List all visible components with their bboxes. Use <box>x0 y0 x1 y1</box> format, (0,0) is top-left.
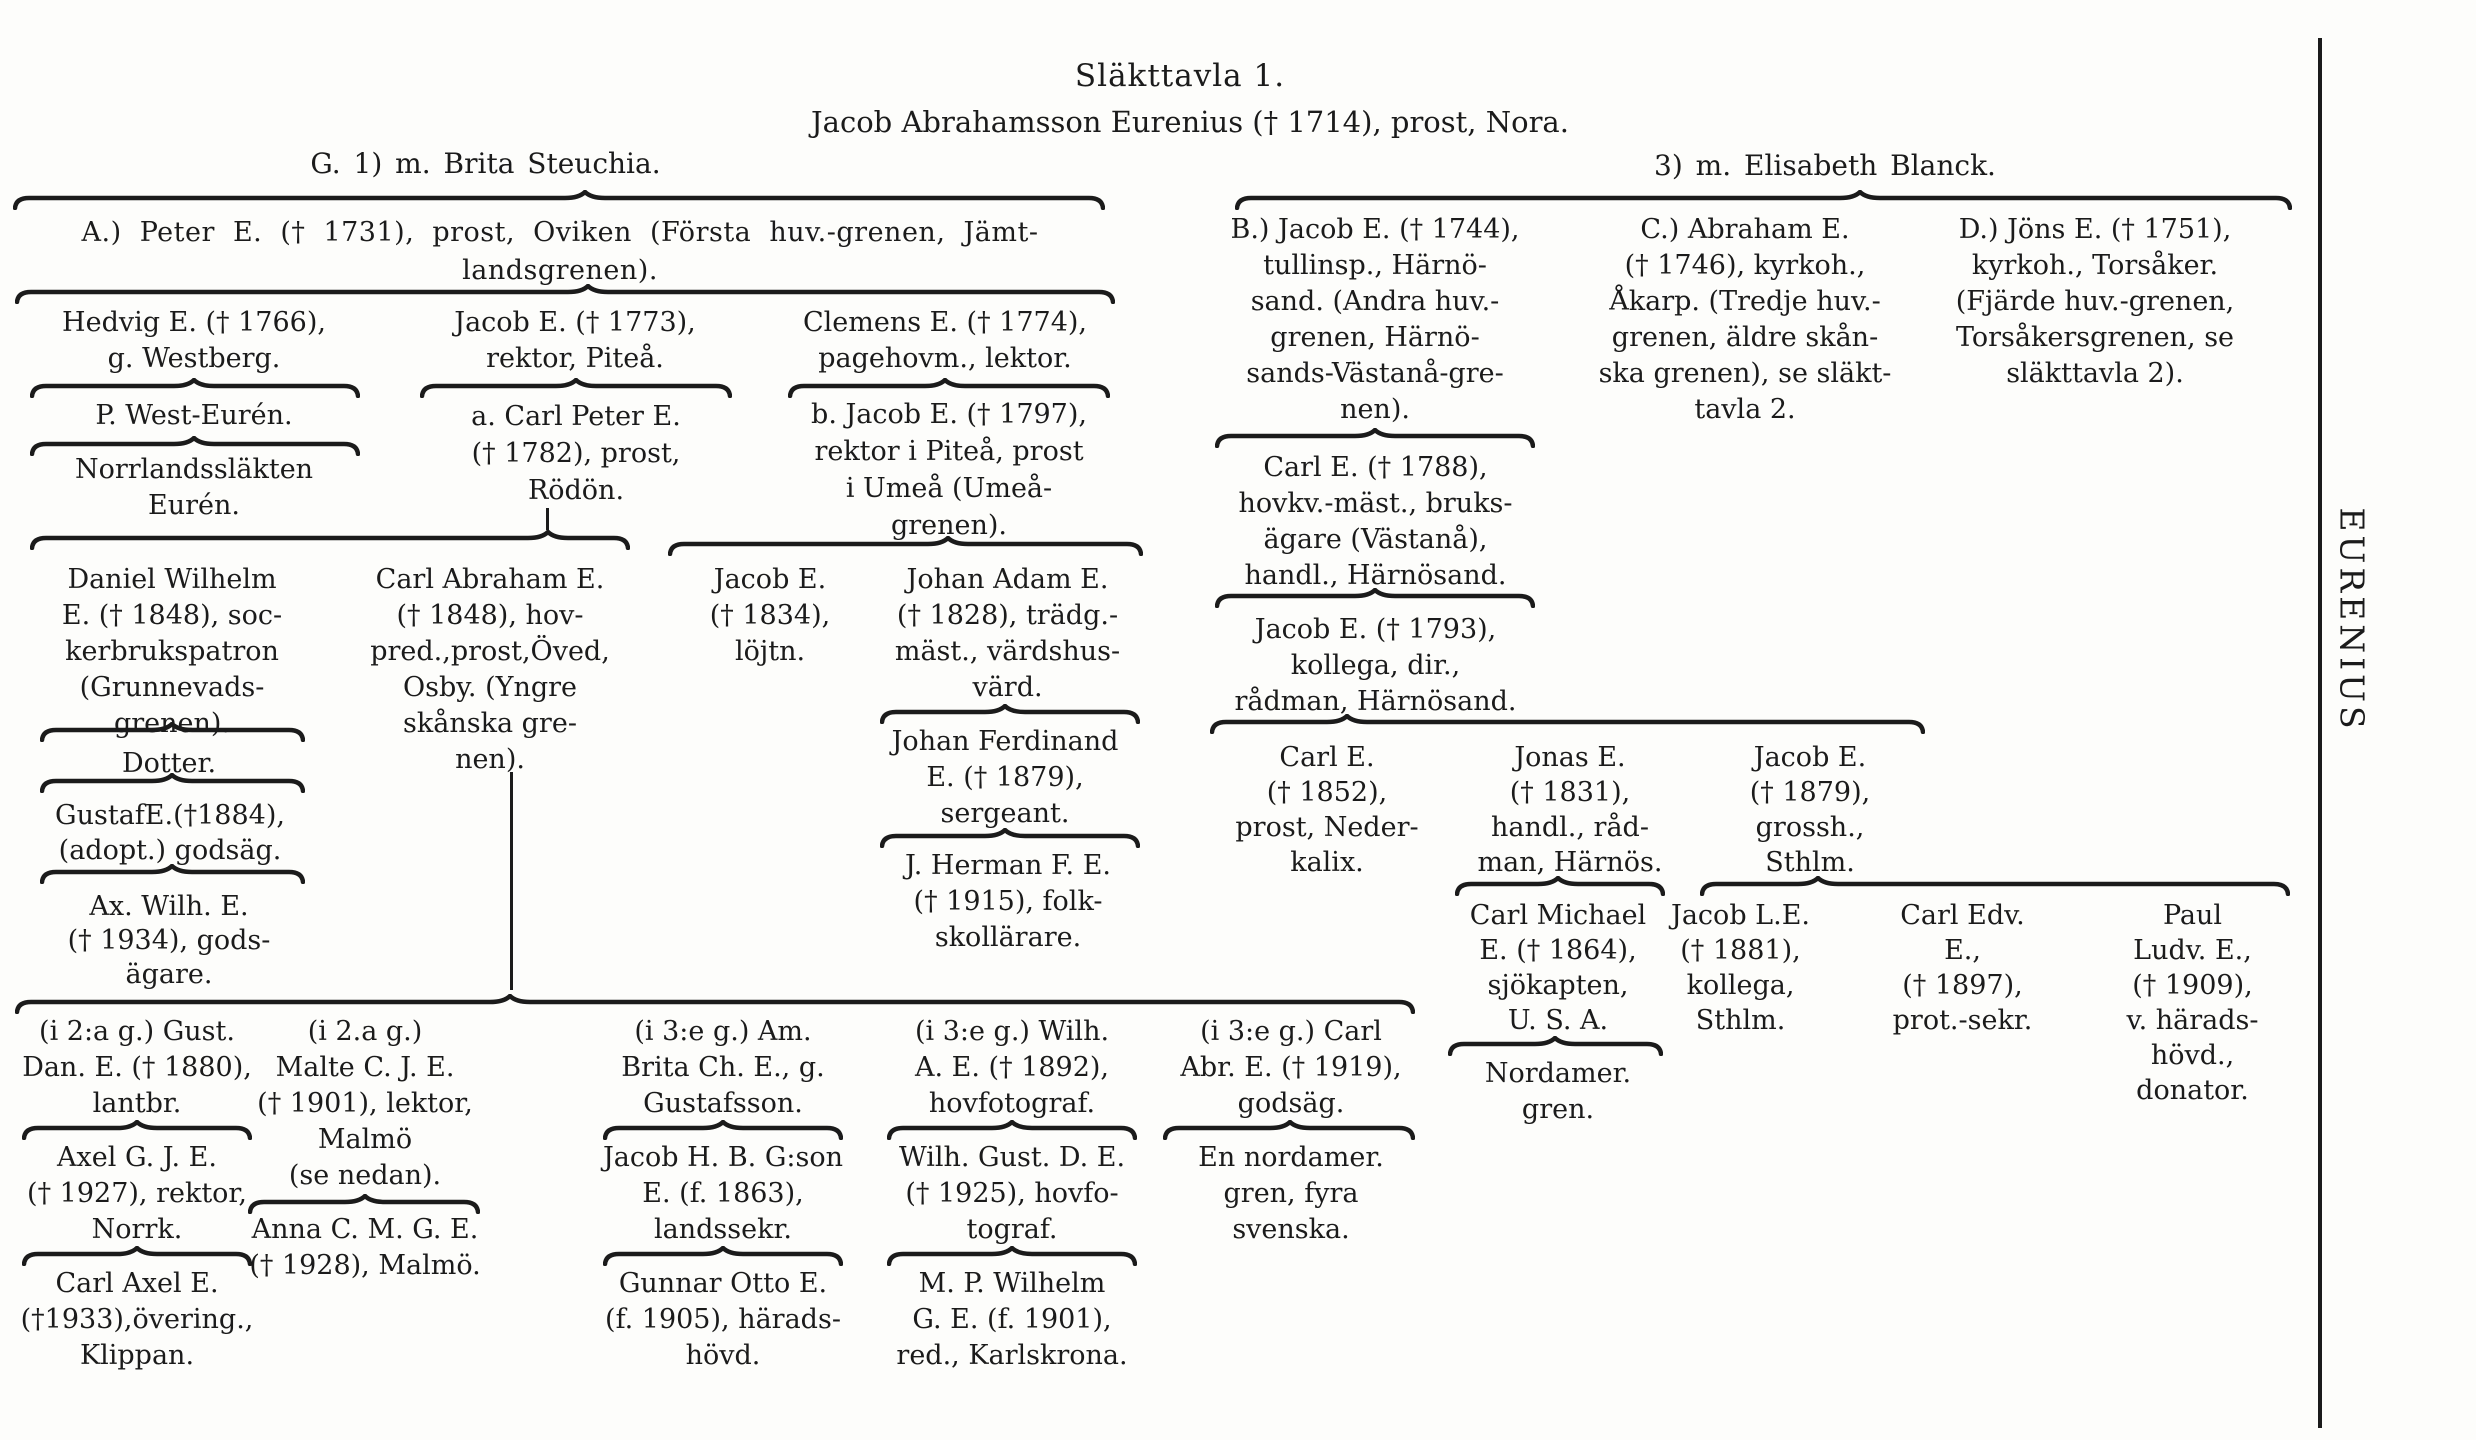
text-line: Paul <box>2162 900 2223 931</box>
text-line: ägare (Västanå), <box>1263 524 1488 555</box>
text-line: lantbr. <box>92 1088 182 1119</box>
text-line: Ludv. E., <box>2133 935 2252 966</box>
text-line: Jacob L.E. <box>1671 900 1810 931</box>
text-line: Sthlm. <box>1695 1005 1786 1036</box>
brace-connector <box>15 994 1415 1014</box>
text-line: Abr. E. († 1919), <box>1180 1052 1402 1083</box>
text-line: grenen, Härnö- <box>1270 322 1480 353</box>
text-line: i Umeå (Umeå- <box>845 473 1053 504</box>
person-ax-wilh-e-1934 <box>34 890 304 992</box>
text-line: Nordamer. <box>1484 1058 1632 1089</box>
text-line: Malte C. J. E. <box>275 1052 455 1083</box>
text-line: D.) Jöns E. († 1751), <box>1958 214 2232 245</box>
brace-glyph <box>1235 190 2292 210</box>
text-line: nen). <box>1340 394 1410 425</box>
text-line: Norrlandssläkten <box>74 454 314 485</box>
brace-glyph <box>887 1120 1137 1140</box>
text-line: (Fjärde huv.-grenen, <box>1955 286 2235 317</box>
scanned-genealogy-page: Släkttavla 1. Jacob Abrahamsson Eurenius († 1714), prost, Nora. G. 1) m. Brita Steuchia. 3) m. Elisabeth Blanck. EURENIUS A.) Peter E. († 1731), prost, Oviken (Första huv.-grenen, Jämt- landsgrenen). B.) Jacob E. († 1744), tullinsp., Härnö- sand. (Andra huv.- grenen, Härnö- sands-Västanå-gre- nen). C.) Abraham E. († 1746), kyrkoh., Åkarp. (Tredje huv.- grenen, äldre skån- ska grenen), se släkt- tavla 2. D.) Jöns E. († 1751), kyrkoh., Torsåker. (Fjärde huv.-grenen, Torsåkersgrenen, se släkttavla 2). Hedvig E. († 1766), g. Westberg. Jacob E. († 1773), rektor, Piteå. Clemens E. († 1774), pagehovm., lektor. P. West-Eurén. Norrlandssläkten Eurén. a. Carl Peter E. († 1782), prost, Rödön. b. Jacob E. († 1797), rektor i Piteå, prost i Umeå (Umeå- grenen). Daniel Wilhelm E. († 1848), soc- kerbrukspatron (Grunnevads- grenen). Carl Abraham E. († 1848), hov- pred.,prost,Öved, Osby. (Yngre skånska gre- nen). Jacob E. († 1834), löjtn. Johan Adam E. († 1828), trädg.- mäst., värdshus- värd. Dotter. GustafE.(†1884), (adopt.) godsäg. Ax. Wilh. E. († 1934), gods- ägare. Johan Ferdinand E. († 1879), sergeant. J. Herman F. E. († 1915), folk- skollärare. Carl E. († 1788), hovkv.-mäst., bruks- ägare (Västanå), handl., Härnösand. Jacob E. († 1793), kollega, dir., rådman, Härnösand. Carl E. († 1852), prost, Neder- kalix. Jonas E. († 1831), handl., råd- man, Härnös. Jacob E. († 1879), grossh., Sthlm. Carl Michael E. († 1864), sjökapten, U. S. A. Jacob L.E. († 1881), kollega, Sthlm. Carl Edv. E., († 1897), prot.-sekr. Paul Ludv. E., († 1909), v. härads- hövd., donator. Nordamer. gren. (i 2:a g.) Gust. Dan. E. († 1880), lantbr. (i 2.a g.) Malte C. J. E. († 1901), lektor, Malmö (se nedan). (i 3:e g.) Am. Brita Ch. E., g. Gustafsson. (i 3:e g.) Wilh. A. E. († 1892), hovfotograf. (i 3:e g.) Carl Abr. E. († 1919), godsäg. Axel G. J. E. († 1927), rektor, Norrk. Jacob H. B. G:son E. (f. 1863), landssekr. Wilh. Gust. D. E. († 1925), hovfo- tograf. En nordamer. gren, fyra svenska. Anna C. M. G. E. († 1928), Malmö. Carl Axel E. (†1933),övering., Klippan. Gunnar Otto E. (f. 1905), härads- hövd. M. P. Wilhelm G. E. (f. 1901), red., Karlskrona. <box>0 0 2476 1440</box>
text-line: sand. (Andra huv.- <box>1250 286 1500 317</box>
text-line: Klippan. <box>79 1340 195 1371</box>
text-line: Wilh. Gust. D. E. <box>898 1142 1126 1173</box>
text-line: († 1848), hov- <box>396 600 584 631</box>
text-line: hovkv.-mäst., bruks- <box>1238 488 1513 519</box>
text-line: löjtn. <box>734 636 806 667</box>
brace-connector <box>30 378 360 398</box>
brace-connector <box>30 530 630 550</box>
person-mp-wilhelm-g-e-1901 <box>882 1266 1142 1374</box>
brace-connector <box>13 190 1105 210</box>
person-brita-ch-e <box>598 1014 848 1122</box>
text-line: rektor i Piteå, prost <box>814 436 1084 467</box>
text-line: C.) Abraham E. <box>1640 214 1850 245</box>
text-line: G. 1) m. Brita Steuchia. <box>310 147 661 180</box>
text-line: En nordamer. <box>1198 1142 1384 1173</box>
text-line: man, Härnös. <box>1477 847 1663 878</box>
text-line: Daniel Wilhelm <box>67 564 277 595</box>
text-line: skollärare. <box>934 922 1082 953</box>
text-line: E. († 1848), soc- <box>61 600 283 631</box>
person-malte-c-j-e-1901 <box>245 1014 485 1194</box>
text-line: godsäg. <box>1237 1088 1345 1119</box>
brace-connector <box>420 378 732 398</box>
text-line: gren. <box>1521 1094 1595 1125</box>
brace-connector <box>880 704 1140 724</box>
text-line: († 1828), trädg.- <box>896 600 1119 631</box>
brace-glyph <box>603 1120 843 1140</box>
brace-connector <box>603 1120 843 1140</box>
person-wilh-a-e-1892 <box>882 1014 1142 1122</box>
text-line: landsgrenen). <box>462 255 658 286</box>
text-line: Rödön. <box>527 475 625 506</box>
text-line: († 1831), <box>1509 777 1631 808</box>
text-line: († 1782), prost, <box>471 438 681 469</box>
text-line: sergeant. <box>940 798 1070 829</box>
text-line: (se nedan). <box>288 1160 442 1191</box>
text-line: Jacob E. († 1793), <box>1254 614 1497 645</box>
brace-glyph <box>887 1246 1137 1266</box>
text-line: kollega, <box>1686 970 1795 1001</box>
person-carl-edv-e-1897 <box>1860 898 2065 1038</box>
person-paul-ludv-e-1909 <box>2085 898 2300 1108</box>
brace-connector <box>1448 1036 1663 1056</box>
text-line: grenen). <box>113 708 231 739</box>
text-line: E. († 1879), <box>926 762 1084 793</box>
text-line: Jacob E. <box>1753 742 1867 773</box>
text-line: J. Herman F. E. <box>905 850 1111 881</box>
text-line: (adopt.) godsäg. <box>58 835 282 866</box>
person-abraham-e-1746 <box>1580 212 1910 428</box>
person-jacob-e-1834 <box>680 562 860 670</box>
text-line: Släkttavla 1. <box>1074 58 1286 94</box>
marriage-label-third <box>1640 148 2010 184</box>
text-line: M. P. Wilhelm <box>918 1268 1106 1299</box>
person-carl-michael-e-1864 <box>1443 898 1673 1038</box>
text-line: g. Westberg. <box>107 343 281 374</box>
text-line: († 1881), <box>1680 935 1801 966</box>
text-line: Clemens E. († 1774), <box>802 307 1087 338</box>
text-line: A. E. († 1892), <box>915 1052 1109 1083</box>
person-daniel-wilhelm-e-1848 <box>32 562 312 742</box>
text-line: svenska. <box>1232 1214 1350 1245</box>
text-line: G. E. (f. 1901), <box>912 1304 1112 1335</box>
text-line: (†1933),övering., <box>20 1304 254 1335</box>
text-line: skånska gre- <box>403 708 577 739</box>
text-line: nen). <box>455 744 525 775</box>
brace-connector <box>887 1120 1137 1140</box>
brace-glyph <box>30 530 630 550</box>
text-line: gren, fyra <box>1223 1178 1359 1209</box>
text-line: († 1909), <box>2132 970 2253 1001</box>
person-jons-e-1751 <box>1930 212 2260 392</box>
text-line: Carl Abraham E. <box>375 564 605 595</box>
person-johan-adam-e-1828 <box>875 562 1140 706</box>
brace-glyph <box>1448 1036 1663 1056</box>
text-line: († 1934), gods- <box>67 925 271 956</box>
brace-glyph <box>13 190 1105 210</box>
person-jacob-hbg-son-e-1863 <box>598 1140 848 1248</box>
descent-line-carl-abraham <box>510 772 513 990</box>
person-jacob-e-1879 <box>1700 740 1920 880</box>
marriage-label-first <box>253 146 718 182</box>
text-line: kyrkoh., Torsåker. <box>1971 250 2219 281</box>
text-line: Dan. E. († 1880), <box>22 1052 252 1083</box>
text-line: tograf. <box>966 1214 1058 1245</box>
text-line: Dotter. <box>121 748 217 779</box>
text-line: (i 3:e g.) Am. <box>634 1016 812 1047</box>
person-jonas-e-1831 <box>1460 740 1680 880</box>
person-carl-e-1852 <box>1207 740 1447 880</box>
text-line: landssekr. <box>654 1214 792 1245</box>
text-line: Jacob E. <box>713 564 827 595</box>
brace-connector <box>22 1246 252 1266</box>
text-line: E. (f. 1863), <box>642 1178 804 1209</box>
text-line: släkttavla 2). <box>2006 358 2184 389</box>
brace-connector <box>1235 190 2292 210</box>
brace-glyph <box>788 378 1110 398</box>
person-jacob-e-1797 <box>789 396 1109 544</box>
text-line: Anna C. M. G. E. <box>251 1214 479 1245</box>
text-line: Johan Ferdinand <box>891 726 1119 757</box>
brace-glyph <box>22 1246 252 1266</box>
person-hedvig-e-1766 <box>34 305 354 377</box>
text-line: Jacob E. († 1773), <box>454 307 696 338</box>
text-line: Gustafsson. <box>643 1088 803 1119</box>
person-clemens-e-1774 <box>785 305 1105 377</box>
ancestor-heading <box>600 104 1780 140</box>
text-line: († 1928), Malmö. <box>249 1250 481 1281</box>
text-line: (i 3:e g.) Wilh. <box>914 1016 1110 1047</box>
brace-connector <box>22 1120 252 1140</box>
text-line: hövd. <box>685 1340 761 1371</box>
text-line: Carl Edv. <box>1900 900 2025 931</box>
text-line: Jacob H. B. G:son <box>602 1142 844 1173</box>
person-carl-axel-e-1933 <box>17 1266 257 1374</box>
person-carl-peter-e-1782 <box>426 398 726 509</box>
text-line: († 1852), <box>1266 777 1388 808</box>
person-dotter <box>34 746 304 782</box>
text-line: Carl Michael <box>1469 900 1647 931</box>
text-line: handl., råd- <box>1491 812 1649 843</box>
text-line: 3) m. Elisabeth Blanck. <box>1654 149 1996 182</box>
person-carl-e-1788 <box>1218 450 1533 594</box>
text-line: pred.,prost,Öved, <box>370 636 610 667</box>
text-line: Sthlm. <box>1765 847 1855 878</box>
text-line: († 1901), lektor, <box>257 1088 473 1119</box>
person-gust-dan-e-1880 <box>17 1014 257 1122</box>
brace-glyph <box>248 1194 480 1214</box>
branch-nordamerikanska <box>1443 1056 1673 1128</box>
text-line: Norrk. <box>91 1214 183 1245</box>
text-line: (Grunnevads- <box>79 672 265 703</box>
text-line: sjökapten, <box>1487 970 1629 1001</box>
text-line: B.) Jacob E. († 1744), <box>1230 214 1520 245</box>
text-line: red., Karlskrona. <box>896 1340 1128 1371</box>
text-line: kollega, dir., <box>1290 650 1461 681</box>
text-line: (i 3:e g.) Carl <box>1200 1016 1382 1047</box>
page-edge-rule <box>2318 38 2322 1428</box>
text-line: a. Carl Peter E. <box>471 401 681 432</box>
text-line: Jacob Abrahamsson Eurenius († 1714), prost, Nora. <box>811 105 1569 139</box>
text-line: († 1879), <box>1749 777 1871 808</box>
text-line: prost, Neder- <box>1235 812 1419 843</box>
text-line: Carl E. <box>1279 742 1375 773</box>
text-line: Brita Ch. E., g. <box>621 1052 825 1083</box>
text-line: († 1925), hovfo- <box>905 1178 1119 1209</box>
text-line: (f. 1905), härads- <box>605 1304 841 1335</box>
brace-connector <box>603 1246 843 1266</box>
text-line: kerbrukspatron <box>65 636 279 667</box>
brace-connector <box>1163 1120 1415 1140</box>
text-line: Åkarp. (Tredje huv.- <box>1609 286 1881 317</box>
person-johan-ferdinand-e-1879 <box>875 724 1135 832</box>
text-line: ska grenen), se släkt- <box>1598 358 1892 389</box>
person-jacob-le-1881 <box>1648 898 1833 1038</box>
text-line: Axel G. J. E. <box>57 1142 217 1173</box>
text-line: Jonas E. <box>1514 742 1626 773</box>
text-line: grenen, äldre skån- <box>1611 322 1879 353</box>
text-line: värd. <box>972 672 1043 703</box>
text-line: (i 2.a g.) <box>307 1016 423 1047</box>
text-line: Carl E. († 1788), <box>1263 452 1488 483</box>
person-jacob-e-1744 <box>1215 212 1535 428</box>
text-line: tavla 2. <box>1694 394 1796 425</box>
text-line: Malmö <box>317 1124 413 1155</box>
person-anna-c-m-g-e-1928 <box>240 1212 490 1284</box>
text-line: A.) Peter E. († 1731), prost, Oviken (Första huv.-grenen, Jämt- <box>81 217 1039 248</box>
text-line: prot.-sekr. <box>1892 1005 2033 1036</box>
text-line: pagehovm., lektor. <box>818 343 1072 374</box>
text-line: b. Jacob E. († 1797), <box>811 399 1087 430</box>
text-line: grenen). <box>890 510 1008 541</box>
person-gunnar-otto-e-1905 <box>598 1266 848 1374</box>
person-peter-e-1731 <box>20 214 1100 290</box>
brace-connector <box>1215 428 1535 448</box>
text-line: mäst., värdshus- <box>894 636 1121 667</box>
text-line: hovfotograf. <box>928 1088 1096 1119</box>
text-line: Ax. Wilh. E. <box>89 891 249 922</box>
text-line: (i 2:a g.) Gust. <box>39 1016 235 1047</box>
text-line: († 1915), folk- <box>913 886 1103 917</box>
person-gustaf-e-1884 <box>30 798 310 868</box>
text-line: handl., Härnösand. <box>1244 560 1507 591</box>
text-line: kalix. <box>1290 847 1364 878</box>
branch-norrland <box>34 452 354 524</box>
branch-en-nordamer <box>1160 1140 1422 1248</box>
brace-glyph <box>603 1246 843 1266</box>
person-carl-abraham-e-1848 <box>345 562 635 778</box>
brace-connector <box>887 1246 1137 1266</box>
person-wilh-gust-d-e-1925 <box>882 1140 1142 1248</box>
text-line: († 1834), <box>709 600 831 631</box>
person-j-herman-f-e-1915 <box>868 848 1148 956</box>
text-line: rektor, Piteå. <box>486 343 664 374</box>
person-carl-abr-e-1919 <box>1160 1014 1422 1122</box>
brace-glyph <box>1215 428 1535 448</box>
text-line: hövd., <box>2150 1040 2235 1071</box>
person-axel-g-j-e-1927 <box>17 1140 257 1248</box>
text-line: Gunnar Otto E. <box>618 1268 828 1299</box>
text-line: v. härads- <box>2126 1005 2259 1036</box>
text-line: Carl Axel E. <box>55 1268 219 1299</box>
text-line: († 1927), rektor, <box>27 1178 247 1209</box>
brace-glyph <box>22 1120 252 1140</box>
text-line: tullinsp., Härnö- <box>1263 250 1487 281</box>
brace-connector <box>248 1194 480 1214</box>
text-line: E. († 1864), <box>1479 935 1637 966</box>
text-line: sands-Västanå-gre- <box>1246 358 1504 389</box>
person-jacob-e-1793 <box>1218 612 1533 720</box>
text-line: Osby. (Yngre <box>402 672 578 703</box>
text-line: grossh., <box>1755 812 1865 843</box>
person-p-west-euren <box>34 398 354 434</box>
text-line: Hedvig E. († 1766), <box>62 307 326 338</box>
brace-glyph <box>880 704 1140 724</box>
text-line: Johan Adam E. <box>906 564 1109 595</box>
brace-connector <box>788 378 1110 398</box>
person-jacob-e-1773 <box>415 305 735 377</box>
text-line: († 1746), kyrkoh., <box>1624 250 1866 281</box>
text-line: P. West-Eurén. <box>95 400 293 431</box>
text-line: ägare. <box>125 959 213 990</box>
page-title <box>965 58 1395 94</box>
text-line: E., <box>1944 935 1981 966</box>
brace-glyph <box>15 994 1415 1014</box>
text-line: donator. <box>2136 1075 2249 1106</box>
brace-glyph <box>1163 1120 1415 1140</box>
brace-glyph <box>420 378 732 398</box>
text-line: Eurén. <box>148 490 240 521</box>
text-line: U. S. A. <box>1507 1005 1609 1036</box>
brace-glyph <box>30 378 360 398</box>
descent-line-carl-peter <box>546 508 549 530</box>
text-line: Torsåkersgrenen, se <box>1955 322 2235 353</box>
text-line: († 1897), <box>1902 970 2023 1001</box>
text-line: GustafE.(†1884), <box>55 800 285 831</box>
text-line: rådman, Härnösand. <box>1234 686 1517 717</box>
